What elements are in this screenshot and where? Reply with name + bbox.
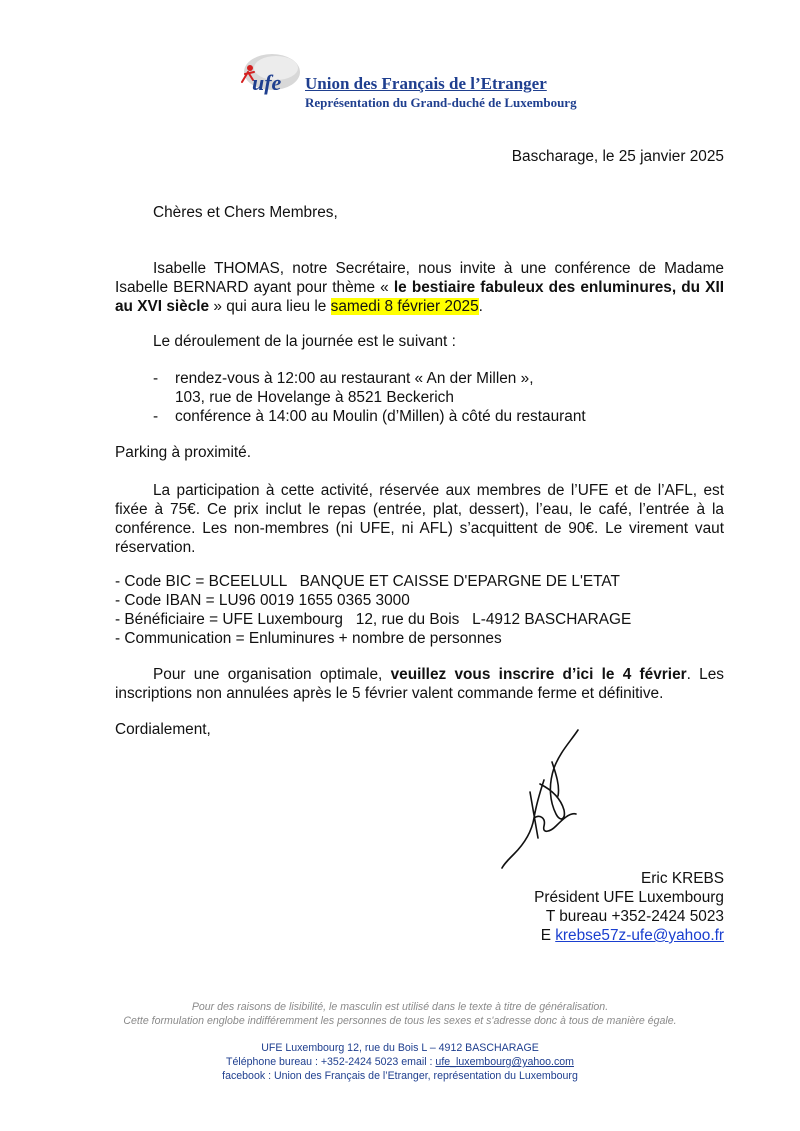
- handwritten-signature: [500, 722, 582, 872]
- participation-paragraph: La participation à cette activité, réservée aux membres de l’UFE et de l’AFL, est fixée à 75€. Ce prix inclut le repas (entrée, plat, dessert), l’eau, le café, l’entrée à la conférence. Les non-membres (ni UFE, ni AFL) s’acquittent de 90€. Le virement vaut réservation.: [115, 482, 724, 556]
- org-name: Union des Français de l’Etranger: [305, 74, 547, 93]
- footer-phone: Téléphone bureau : +352-2424 5023 email :: [226, 1056, 436, 1068]
- bank-communication: - Communication = Enluminures + nombre de personnes: [115, 630, 502, 647]
- footer-disclaimer: [100, 1000, 700, 1028]
- signatory-title: Président UFE Luxembourg: [534, 889, 724, 906]
- event-date-highlight: samedi 8 février 2025: [330, 298, 479, 315]
- schedule-item-line: rendez-vous à 12:00 au restaurant « An der Millen »,: [175, 370, 534, 387]
- intro-text-2: » qui aura lieu le: [209, 298, 331, 315]
- schedule-item-line: 103, rue de Hovelange à 8521 Beckerich: [175, 389, 454, 406]
- bank-details-list: [115, 572, 724, 648]
- footer-facebook: facebook : Union des Français de l’Etranger, représentation du Luxembourg: [222, 1070, 578, 1082]
- bullet-dash: -: [153, 370, 159, 387]
- intro-text-3: .: [478, 298, 483, 315]
- bank-beneficiary: - Bénéficiaire = UFE Luxembourg 12, rue du Bois L-4912 BASCHARAGE: [115, 611, 632, 628]
- footer-contact: [100, 1041, 700, 1083]
- signature-graphic: [500, 722, 582, 872]
- footer-note-line: Pour des raisons de lisibilité, le masculin est utilisé dans le texte à titre de généralisation.: [191, 1001, 609, 1013]
- registration-text-2: . Les inscriptions non annulées après le 5 février valent commande ferme et définitive.: [115, 666, 724, 702]
- registration-deadline: veuillez vous inscrire d’ici le 4 février: [390, 666, 687, 683]
- footer-phone-email: [100, 1055, 700, 1069]
- schedule-item-lunch: [115, 369, 724, 407]
- schedule-intro: Le déroulement de la journée est le suivant :: [153, 333, 456, 350]
- parking-note: Parking à proximité.: [115, 444, 252, 461]
- signature-block: [440, 869, 724, 945]
- salutation: Chères et Chers Membres,: [153, 204, 338, 221]
- intro-paragraph: [115, 259, 724, 316]
- footer-note-line: Cette formulation englobe indifféremment les personnes de tous les sexes et s'adresse donc à tous de manière égale.: [123, 1015, 677, 1027]
- conference-theme: le bestiaire fabuleux des enluminures, du XII au XVI siècle: [115, 279, 724, 315]
- footer-email-link[interactable]: ufe_luxembourg@yahoo.com: [435, 1056, 574, 1068]
- registration-text-1: Pour une organisation optimale,: [153, 666, 391, 683]
- email-prefix: E: [540, 927, 556, 944]
- signatory-email-link[interactable]: krebse57z-ufe@yahoo.fr: [555, 927, 724, 944]
- closing: Cordialement,: [115, 721, 211, 738]
- date-line: Bascharage, le 25 janvier 2025: [511, 148, 724, 165]
- bullet-dash: -: [153, 408, 159, 425]
- registration-paragraph: [115, 665, 724, 703]
- ufe-logo: [238, 50, 310, 100]
- schedule-item-conference: [115, 407, 724, 426]
- intro-text-1: Isabelle THOMAS, notre Secrétaire, nous invite à une conférence de Madame Isabelle BERNARD ayant pour thème «: [115, 260, 724, 296]
- bank-bic: - Code BIC = BCEELULL BANQUE ET CAISSE D'EPARGNE DE L'ETAT: [115, 573, 620, 590]
- bank-iban: - Code IBAN = LU96 0019 1655 0365 3000: [115, 592, 410, 609]
- footer-address: UFE Luxembourg 12, rue du Bois L – 4912 BASCHARAGE: [261, 1042, 539, 1054]
- svg-text:ufe: ufe: [252, 70, 282, 95]
- signatory-email-line: [440, 926, 724, 945]
- schedule-item-line: conférence à 14:00 au Moulin (d’Millen) à côté du restaurant: [175, 408, 586, 425]
- org-subtitle: Représentation du Grand-duché de Luxembourg: [305, 95, 577, 110]
- signatory-phone: T bureau +352-2424 5023: [545, 908, 724, 925]
- ufe-logo-graphic: [238, 50, 310, 100]
- schedule-list: [115, 369, 724, 426]
- signatory-name: Eric KREBS: [641, 870, 724, 887]
